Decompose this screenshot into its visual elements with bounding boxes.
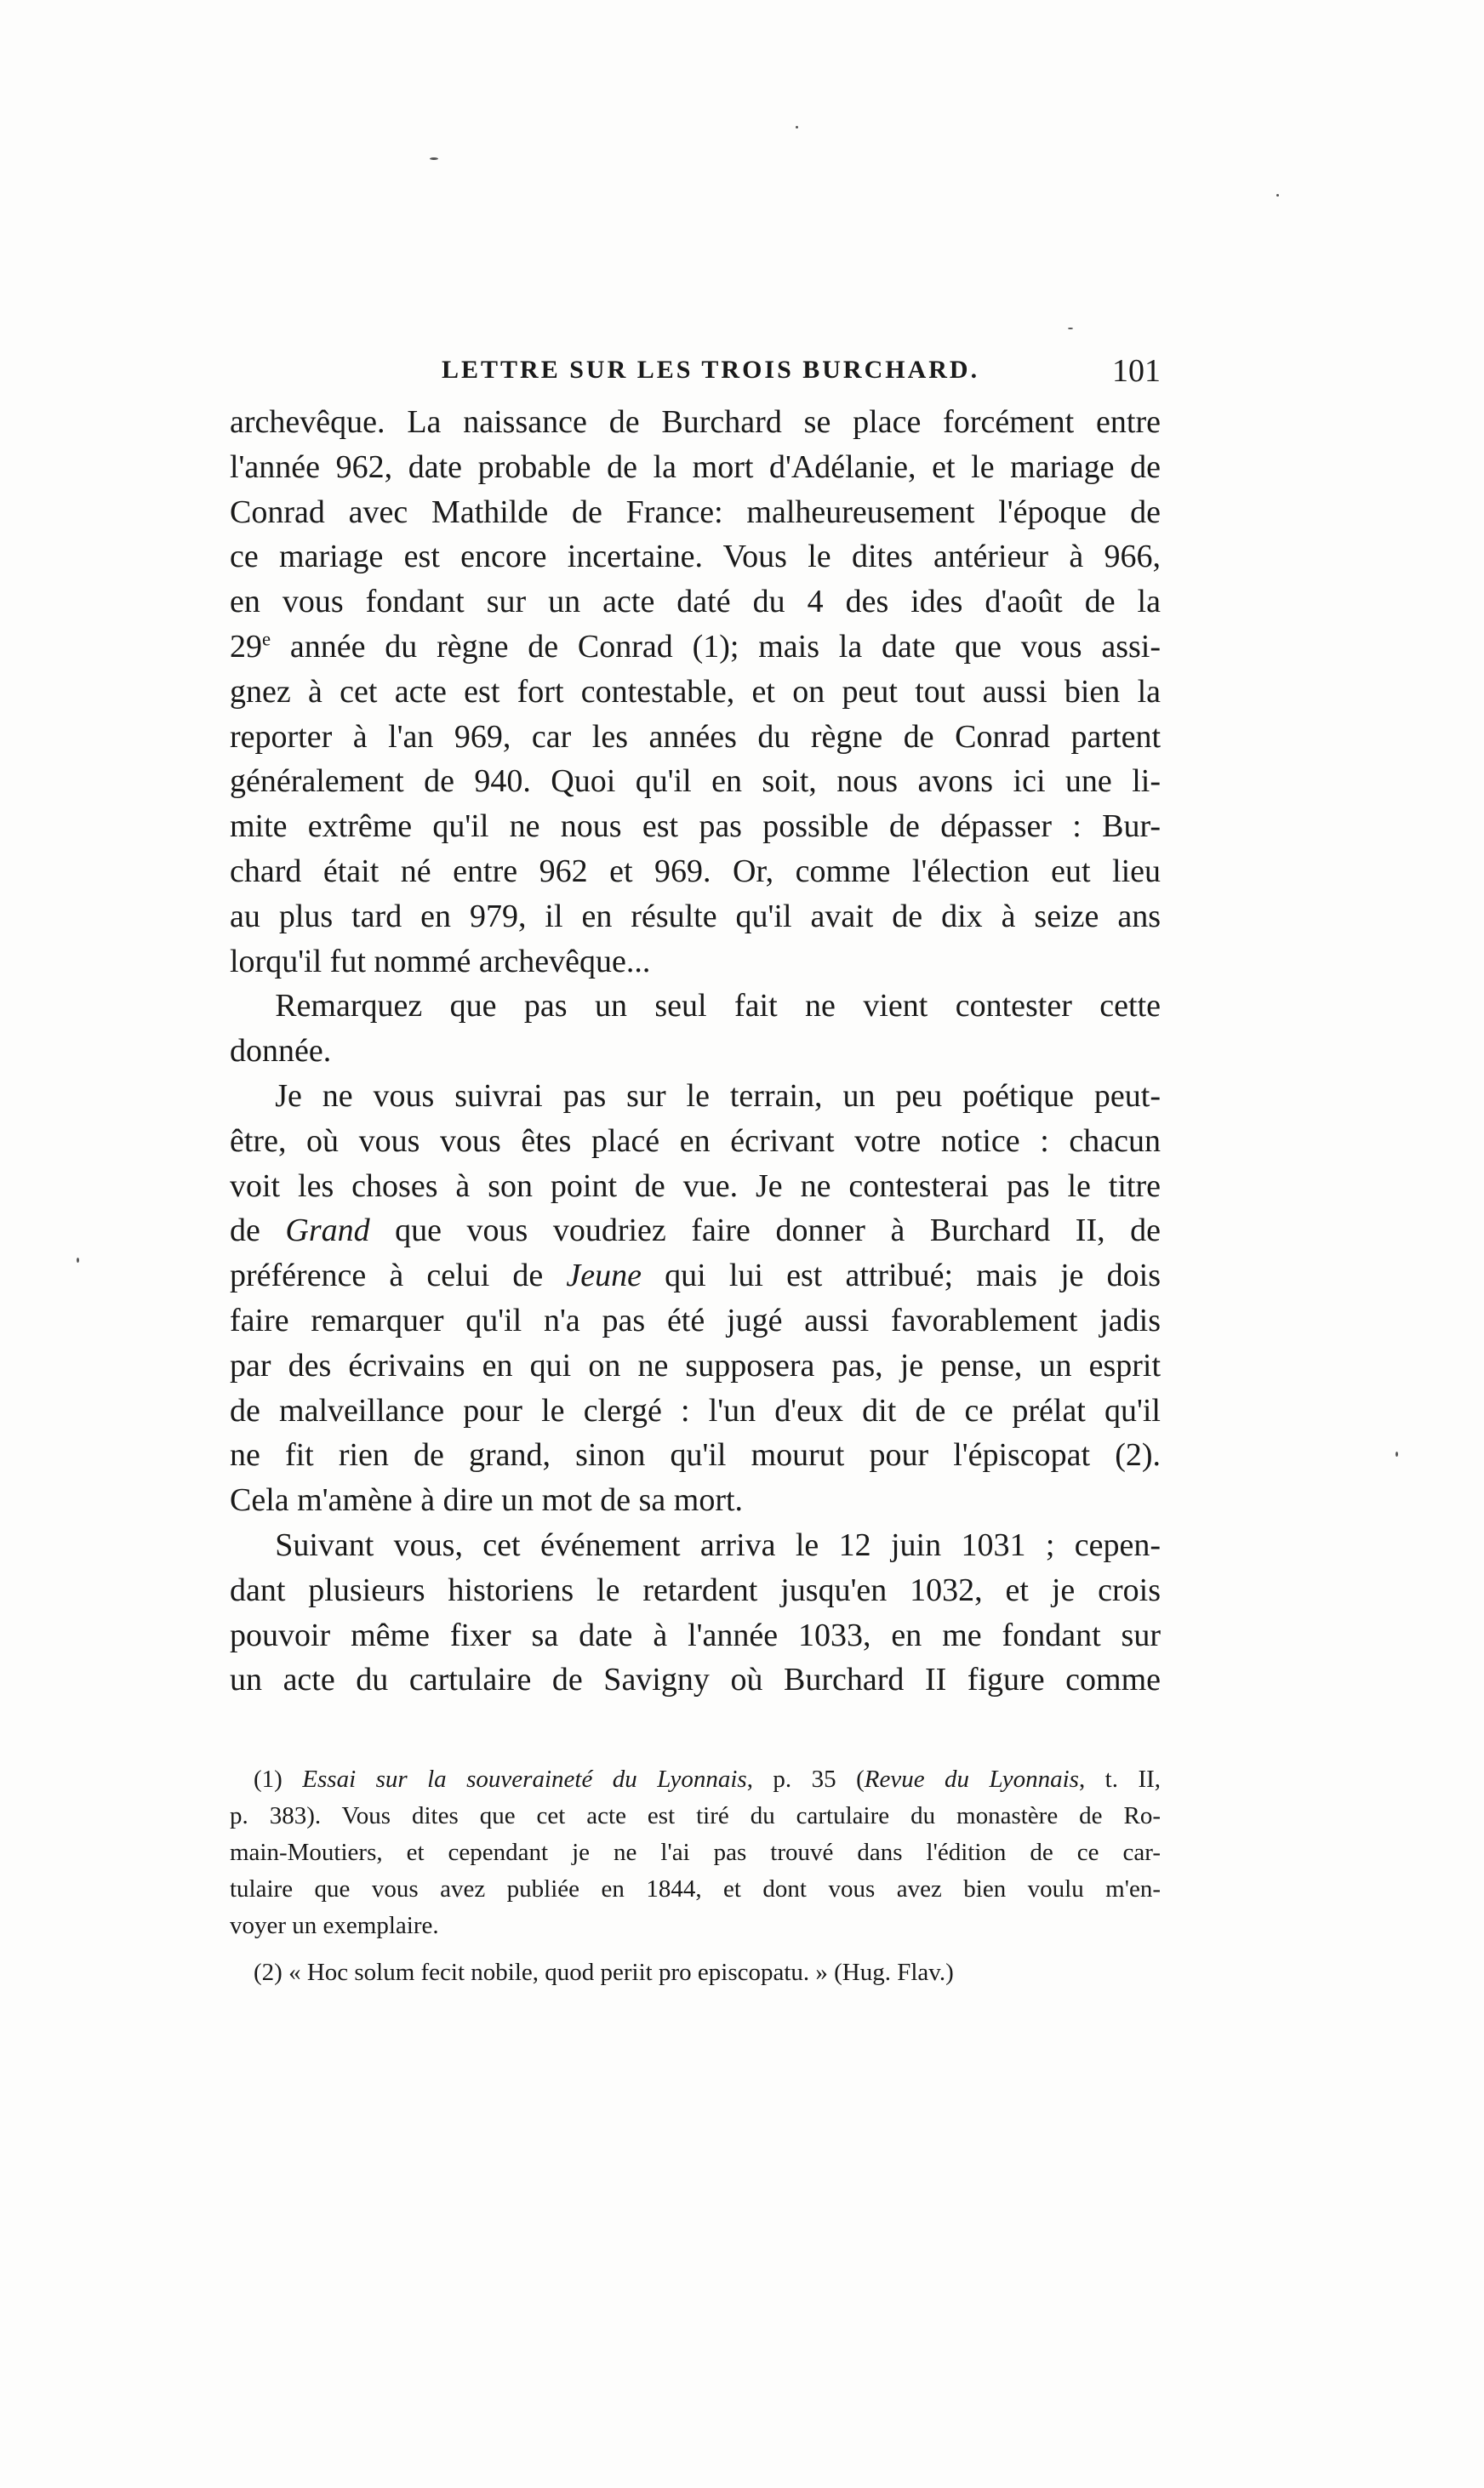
text-line: au plus tard en 979, il en résulte qu'il avait de dix à seize ans (230, 898, 1161, 934)
text-line: généralement de 940. Quoi qu'il en soit, nous avons ici une li- (230, 763, 1161, 800)
footnote-mark: (1) (254, 1766, 283, 1793)
text-segment: de (230, 1213, 286, 1249)
scan-speck (430, 157, 438, 160)
text-line: donnée. (230, 1033, 332, 1070)
text-line: Cela m'amène à dire un mot de sa mort. (230, 1482, 744, 1519)
footnote-line: main-Moutiers, et cependant je ne l'ai pas trouvé dans l'édition de ce car- (230, 1839, 1161, 1866)
footnote-line: (2) « Hoc solum fecit nobile, quod periit pro episcopatu. » (Hug. Flav.) (254, 1959, 954, 1986)
emphasis: Grand (285, 1213, 370, 1249)
running-header (230, 353, 1161, 393)
text-line (230, 625, 1161, 670)
footnotes (230, 1761, 1161, 2001)
footnote-2 (230, 1954, 1161, 1991)
text-segment: , t. II, (1078, 1766, 1162, 1793)
text-segment: que vous voudriez faire donner à Burchard II, de (369, 1213, 1161, 1249)
text-line: ne fit rien de grand, sinon qu'il mourut pour l'épiscopat (2). (230, 1437, 1161, 1474)
text-segment: qui lui est attribué; mais je dois (642, 1258, 1162, 1294)
text-line: mite extrême qu'il ne nous est pas possible de dépasser : Bur- (230, 808, 1161, 845)
footnote-line: voyer un exemplaire. (230, 1912, 439, 1939)
text-segment: , p. 35 ( (746, 1766, 865, 1793)
text-line: reporter à l'an 969, car les années du règne de Conrad partent (230, 718, 1161, 755)
regnal-year: 29 (230, 628, 262, 665)
text-line: ce mariage est encore incertaine. Vous le dites antérieur à 966, (230, 539, 1161, 575)
text-line (230, 1208, 1161, 1253)
text-line: Je ne vous suivrai pas sur le terrain, un peu poétique peut- (275, 1077, 1161, 1114)
footnote-1 (230, 1761, 1161, 1944)
text-line (230, 1253, 1161, 1298)
cited-journal: Revue du Lyonnais (864, 1766, 1079, 1793)
text-line: voit les choses à son point de vue. Je ne contesterai pas le titre (230, 1167, 1161, 1204)
text-segment: préférence à celui de (230, 1258, 567, 1294)
footnote-line (230, 1761, 1161, 1798)
footnote-line: p. 383). Vous dites que cet acte est tiré du cartulaire du monastère de Ro- (230, 1802, 1161, 1829)
body-text (230, 400, 1161, 1703)
text-line: dant plusieurs historiens le retardent jusqu'en 1032, et je crois (230, 1572, 1161, 1608)
scan-speck (1068, 328, 1073, 329)
text-segment: année du règne de Conrad (1); mais la date que vous assi- (271, 628, 1161, 665)
text-line: lorqu'il fut nommé archevêque... (230, 943, 651, 979)
paragraph (230, 1074, 1161, 1523)
text-line: par des écrivains en qui on ne supposera pas, je pense, un esprit (230, 1347, 1161, 1384)
text-line: pouvoir même fixer sa date à l'année 1033, en me fondant sur (230, 1617, 1161, 1653)
paragraph (230, 400, 1161, 984)
scan-speck (77, 1258, 79, 1263)
paragraph (230, 1523, 1161, 1703)
paragraph (230, 984, 1161, 1074)
emphasis: Jeune (566, 1258, 642, 1294)
scan-speck (796, 126, 798, 128)
scan-speck (1276, 194, 1279, 197)
cited-title: Essai sur la souveraineté du Lyonnais (302, 1766, 747, 1793)
text-line: de malveillance pour le clergé : l'un d'eux dit de ce prélat qu'il (230, 1392, 1161, 1429)
text-line: gnez à cet acte est fort contestable, et on peut tout aussi bien la (230, 673, 1161, 710)
text-line: Suivant vous, cet événement arriva le 12 juin 1031 ; cepen- (275, 1526, 1161, 1563)
scan-speck (1396, 1452, 1398, 1457)
page-number: 101 (1112, 353, 1161, 389)
text-line: l'année 962, date probable de la mort d'Adélanie, et le mariage de (230, 448, 1161, 485)
text-line: archevêque. La naissance de Burchard se place forcément entre (230, 404, 1161, 440)
text-line: faire remarquer qu'il n'a pas été jugé aussi favorablement jadis (230, 1302, 1161, 1338)
text-line: Conrad avec Mathilde de France: malheureusement l'époque de (230, 494, 1161, 530)
ordinal-suffix: e (262, 628, 271, 650)
text-line: un acte du cartulaire de Savigny où Burchard II figure comme (230, 1662, 1161, 1698)
text-line: Remarquez que pas un seul fait ne vient contester cette (275, 988, 1161, 1024)
footnote-line: tulaire que vous avez publiée en 1844, et dont vous avez bien voulu m'en- (230, 1875, 1161, 1903)
text-line: en vous fondant sur un acte daté du 4 des ides d'août de la (230, 584, 1161, 620)
text-line: être, où vous vous êtes placé en écrivant votre notice : chacun (230, 1122, 1161, 1159)
text-line: chard était né entre 962 et 969. Or, comme l'élection eut lieu (230, 853, 1161, 889)
running-title: LETTRE SUR LES TROIS BURCHARD. (442, 356, 980, 384)
